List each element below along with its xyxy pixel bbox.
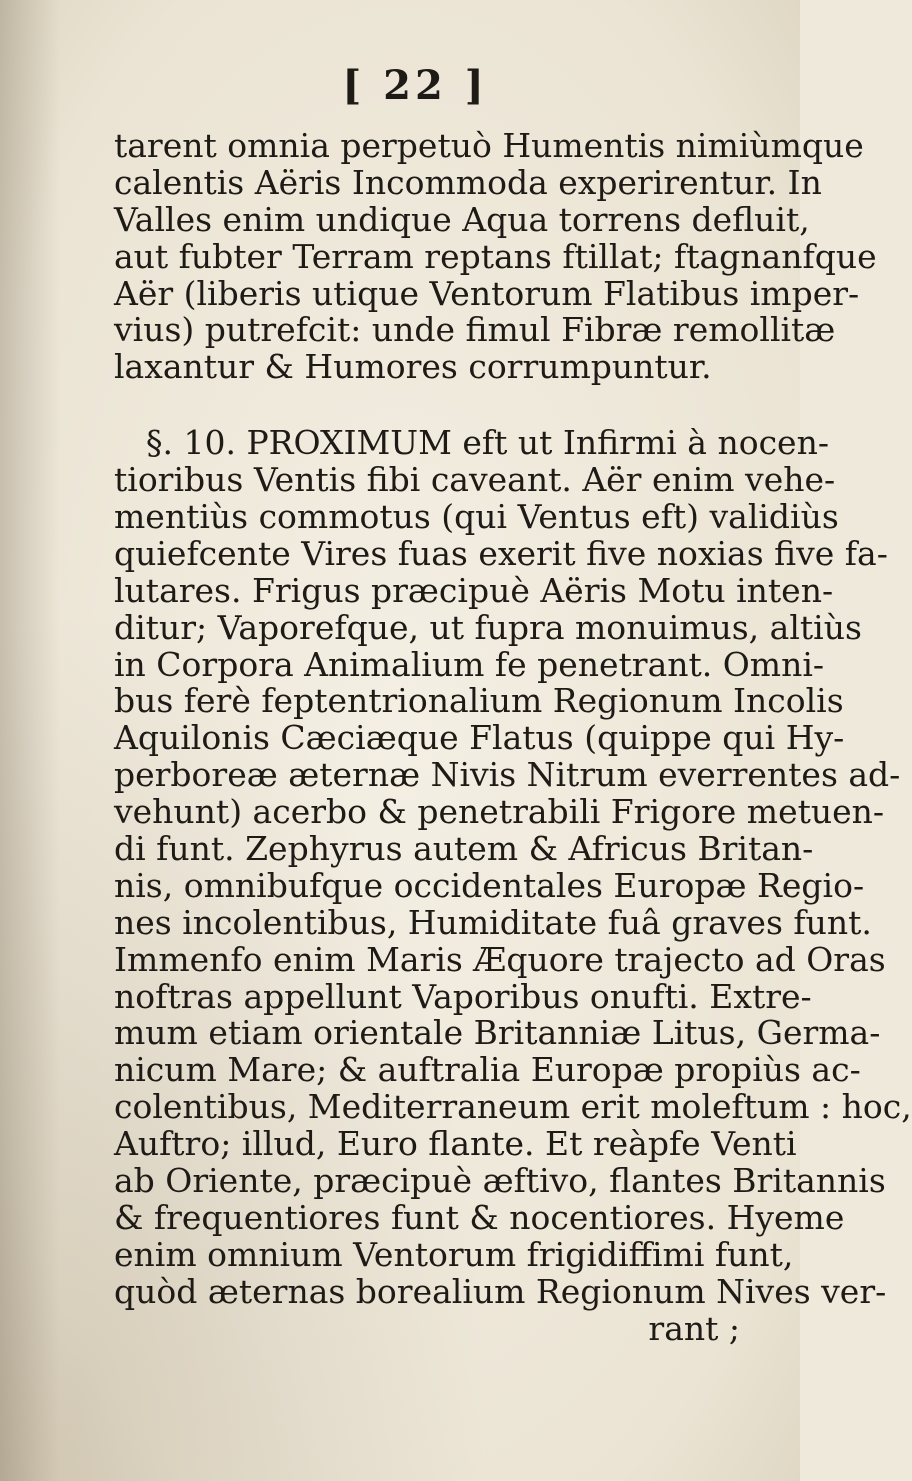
text-line: quiefcente Vires fuas exerit five noxias five fa- <box>114 533 888 573</box>
text-line: perboreæ æternæ Nivis Nitrum everrentes ad- <box>114 755 901 795</box>
text-line: lutares. Frigus præcipuè Aëris Motu inten- <box>114 570 834 610</box>
text-line: mentiùs commotus (qui Ventus eft) validiùs <box>114 497 839 537</box>
text-line: vehunt) acerbo & penetrabili Frigore metuen- <box>114 792 885 832</box>
text-line: Aquilonis Cæciæque Flatus (quippe qui Hy- <box>114 718 845 758</box>
text-line: nicum Mare; & auftralia Europæ propiùs ac- <box>114 1050 861 1090</box>
catchword: rant ; <box>648 1308 740 1348</box>
text-line: nis, omnibufque occidentales Europæ Regio- <box>114 865 865 905</box>
text-line: colentibus, Mediterraneum erit moleftum : hoc, <box>114 1087 912 1127</box>
text-line: di funt. Zephyrus autem & Africus Britan- <box>114 829 814 869</box>
text-line: calentis Aëris Incommoda experirentur. In <box>114 162 822 202</box>
text-line: quòd æternas borealium Regionum Nives ver- <box>114 1271 887 1311</box>
text-line: ditur; Vaporefque, ut fupra monuimus, altiùs <box>114 607 862 647</box>
paragraph-gap <box>114 386 740 425</box>
text-line: bus ferè feptentrionalium Regionum Incolis <box>114 681 844 721</box>
text-line: ab Oriente, præcipuè æftivo, flantes Britannis <box>114 1161 886 1201</box>
text-line: vius) putrefcit: unde fimul Fibræ remollitæ <box>114 310 836 350</box>
text-line: Immenfo enim Maris Æquore trajecto ad Oras <box>114 939 886 979</box>
text-line: Aër (liberis utique Ventorum Flatibus imper- <box>114 273 860 313</box>
text-line: aut fubter Terram reptans ftillat; ftagnanfque <box>114 236 877 276</box>
text-line: in Corpora Animalium fe penetrant. Omni- <box>114 644 825 684</box>
text-line: noftras appellunt Vaporibus onufti. Extre- <box>114 976 812 1016</box>
text-line: Auftro; illud, Euro flante. Et reàpfe Venti <box>114 1124 797 1164</box>
text-line: laxantur & Humores corrumpuntur. <box>114 347 712 387</box>
text-line: & frequentiores funt & nocentiores. Hyeme <box>114 1197 845 1237</box>
spine-shadow <box>0 0 60 1481</box>
page-number: [ 22 ] <box>342 62 488 109</box>
text-line: enim omnium Ventorum frigidiffimi funt, <box>114 1234 794 1274</box>
text-line: nes incolentibus, Humiditate fuâ graves funt. <box>114 902 872 942</box>
text-line: Valles enim undique Aqua torrens defluit, <box>114 199 810 239</box>
text-line: mum etiam orientale Britanniæ Litus, Germa- <box>114 1013 881 1053</box>
text-line: tarent omnia perpetuò Humentis nimiùmque <box>114 126 864 165</box>
text-block <box>114 126 912 1348</box>
text-line: tioribus Ventis fibi caveant. Aër enim vehe- <box>114 460 836 500</box>
text-line: §. 10. PROXIMUM eft ut Infirmi à nocen- <box>146 423 829 463</box>
